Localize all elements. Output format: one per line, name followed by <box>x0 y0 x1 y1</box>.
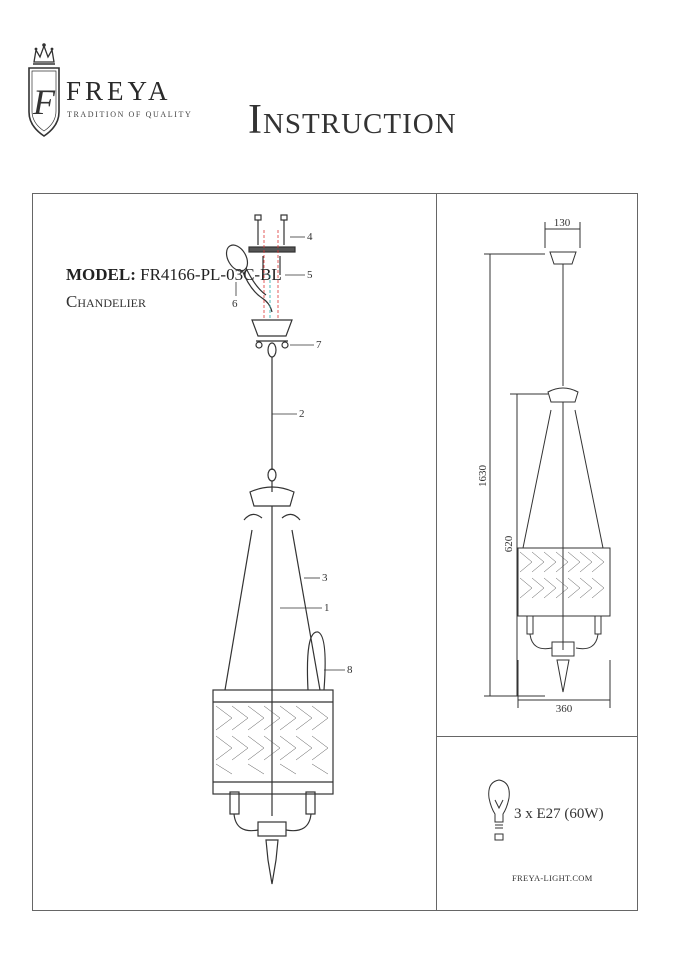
dimension-drawing <box>476 215 626 720</box>
light-bulb-icon <box>486 776 512 846</box>
model-code: FR4166-PL-03C-BL <box>140 265 282 284</box>
callout-3: 3 <box>322 572 328 584</box>
callout-6: 6 <box>232 298 238 310</box>
bulb-spec: 3 x E27 (60W) <box>514 806 604 822</box>
callout-8: 8 <box>347 664 353 676</box>
assembly-drawing <box>190 205 390 895</box>
panel-divider-horizontal <box>436 736 638 737</box>
website-link: FREYA-LIGHT.COM <box>512 873 593 883</box>
model-label: MODEL: <box>66 265 136 284</box>
brand-name: FREYA <box>66 76 172 106</box>
callout-2: 2 <box>299 408 305 420</box>
callout-4: 4 <box>307 231 313 243</box>
callout-5: 5 <box>307 269 313 281</box>
callout-1: 1 <box>324 602 330 614</box>
brand-tagline: TRADITION OF QUALITY <box>67 110 193 119</box>
logo-letter: F <box>33 82 55 122</box>
dim-bottom-width: 360 <box>555 703 573 715</box>
callout-7: 7 <box>316 339 322 351</box>
freya-logo-emblem-icon <box>24 40 64 138</box>
page-title: Instruction <box>248 97 457 143</box>
dim-total-height: 1630 <box>477 465 489 487</box>
dim-top-width: 130 <box>553 217 571 229</box>
dim-body-height: 620 <box>503 535 515 553</box>
panel-divider-vertical <box>436 193 437 911</box>
product-type: Chandelier <box>66 292 146 311</box>
